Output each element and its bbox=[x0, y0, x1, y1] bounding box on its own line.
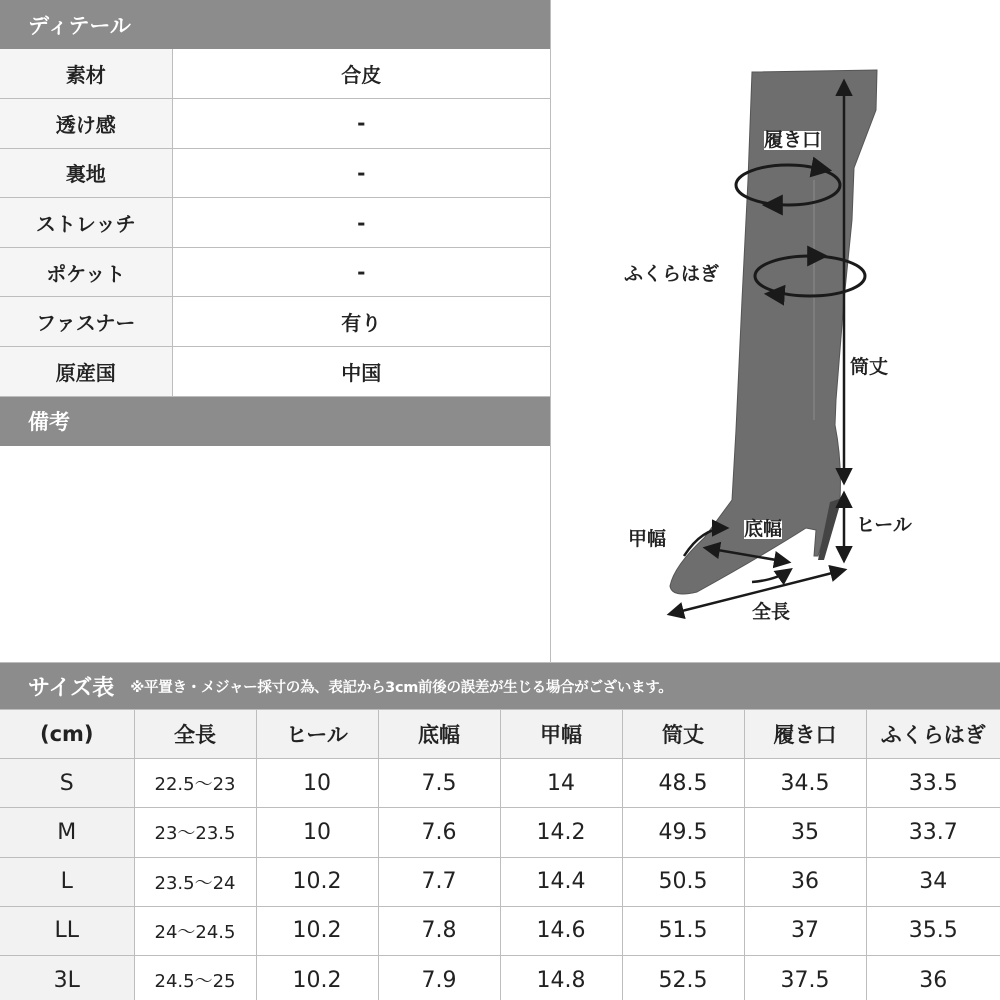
table-row bbox=[0, 808, 1000, 857]
label-sole: 底幅 bbox=[744, 518, 783, 540]
table-cell: 34.5 bbox=[744, 759, 866, 808]
table-row bbox=[0, 857, 1000, 906]
table-cell: 23.5～24 bbox=[134, 857, 256, 906]
detail-row-sheerness bbox=[0, 99, 550, 149]
detail-value: 有り bbox=[172, 297, 550, 347]
label-shaft: 筒丈 bbox=[850, 356, 889, 378]
column-header: 甲幅 bbox=[500, 710, 622, 759]
table-cell: 24.5～25 bbox=[134, 955, 256, 1000]
table-cell: 7.5 bbox=[378, 759, 500, 808]
column-header: 筒丈 bbox=[622, 710, 744, 759]
detail-label: ストレッチ bbox=[0, 198, 172, 248]
detail-value: - bbox=[172, 247, 550, 297]
table-cell: 48.5 bbox=[622, 759, 744, 808]
column-header: 全長 bbox=[134, 710, 256, 759]
detail-label: ファスナー bbox=[0, 297, 172, 347]
detail-header bbox=[0, 0, 550, 49]
table-cell: 10 bbox=[256, 808, 378, 857]
detail-label: ポケット bbox=[0, 247, 172, 297]
table-cell: 35.5 bbox=[866, 906, 1000, 955]
detail-table bbox=[0, 49, 550, 397]
table-cell: 49.5 bbox=[622, 808, 744, 857]
table-cell: 50.5 bbox=[622, 857, 744, 906]
detail-row-stretch bbox=[0, 198, 550, 248]
label-instep: 甲幅 bbox=[628, 528, 667, 550]
table-cell: 7.6 bbox=[378, 808, 500, 857]
detail-value: - bbox=[172, 198, 550, 248]
size-cell: M bbox=[0, 808, 134, 857]
column-header: ふくらはぎ bbox=[866, 710, 1000, 759]
detail-row-pocket bbox=[0, 247, 550, 297]
size-cell: LL bbox=[0, 906, 134, 955]
table-cell: 24～24.5 bbox=[134, 906, 256, 955]
table-cell: 7.7 bbox=[378, 857, 500, 906]
table-cell: 10.2 bbox=[256, 955, 378, 1000]
detail-label: 原産国 bbox=[0, 347, 172, 397]
notes-header bbox=[0, 397, 550, 446]
table-cell: 37.5 bbox=[744, 955, 866, 1000]
detail-row-lining bbox=[0, 148, 550, 198]
size-cell: L bbox=[0, 857, 134, 906]
table-cell: 33.5 bbox=[866, 759, 1000, 808]
column-header: 底幅 bbox=[378, 710, 500, 759]
label-heel: ヒール bbox=[856, 514, 912, 536]
label-opening: 履き口 bbox=[764, 129, 822, 151]
detail-panel bbox=[0, 0, 551, 662]
detail-value: - bbox=[172, 99, 550, 149]
table-cell: 36 bbox=[744, 857, 866, 906]
table-cell: 14.4 bbox=[500, 857, 622, 906]
table-cell: 10.2 bbox=[256, 906, 378, 955]
table-cell: 22.5～23 bbox=[134, 759, 256, 808]
label-length: 全長 bbox=[752, 601, 791, 623]
size-header-row bbox=[0, 710, 1000, 759]
size-title: サイズ表 bbox=[28, 675, 115, 701]
size-cell: S bbox=[0, 759, 134, 808]
table-cell: 14 bbox=[500, 759, 622, 808]
table-cell: 14.8 bbox=[500, 955, 622, 1000]
table-cell: 52.5 bbox=[622, 955, 744, 1000]
boot-diagram bbox=[552, 0, 1000, 662]
table-cell: 37 bbox=[744, 906, 866, 955]
notes-title: 備考 bbox=[28, 410, 70, 435]
column-header: 履き口 bbox=[744, 710, 866, 759]
size-cell: 3L bbox=[0, 955, 134, 1000]
detail-label: 素材 bbox=[0, 49, 172, 99]
detail-title: ディテール bbox=[28, 13, 131, 38]
table-cell: 35 bbox=[744, 808, 866, 857]
size-header bbox=[0, 663, 1000, 709]
size-note: ※平置き・メジャー採寸の為、表記から3cm前後の誤差が生じる場合がございます。 bbox=[130, 679, 673, 696]
table-cell: 7.9 bbox=[378, 955, 500, 1000]
table-cell: 23～23.5 bbox=[134, 808, 256, 857]
size-table bbox=[0, 709, 1000, 1000]
notes-body bbox=[0, 446, 550, 664]
table-cell: 7.8 bbox=[378, 906, 500, 955]
table-row bbox=[0, 906, 1000, 955]
table-cell: 10 bbox=[256, 759, 378, 808]
column-header: (cm) bbox=[0, 710, 134, 759]
detail-value: - bbox=[172, 148, 550, 198]
column-header: ヒール bbox=[256, 710, 378, 759]
detail-value: 中国 bbox=[172, 347, 550, 397]
detail-value: 合皮 bbox=[172, 49, 550, 99]
table-cell: 34 bbox=[866, 857, 1000, 906]
table-cell: 33.7 bbox=[866, 808, 1000, 857]
table-cell: 36 bbox=[866, 955, 1000, 1000]
detail-label: 裏地 bbox=[0, 148, 172, 198]
detail-label: 透け感 bbox=[0, 99, 172, 149]
table-cell: 14.2 bbox=[500, 808, 622, 857]
table-row bbox=[0, 759, 1000, 808]
table-cell: 10.2 bbox=[256, 857, 378, 906]
detail-row-zipper bbox=[0, 297, 550, 347]
table-cell: 51.5 bbox=[622, 906, 744, 955]
size-panel bbox=[0, 662, 1000, 1000]
label-calf: ふくらはぎ bbox=[624, 263, 720, 285]
boot-illustration bbox=[552, 0, 1000, 662]
table-cell: 14.6 bbox=[500, 906, 622, 955]
detail-row-material bbox=[0, 49, 550, 99]
table-row bbox=[0, 955, 1000, 1000]
detail-row-origin bbox=[0, 347, 550, 397]
